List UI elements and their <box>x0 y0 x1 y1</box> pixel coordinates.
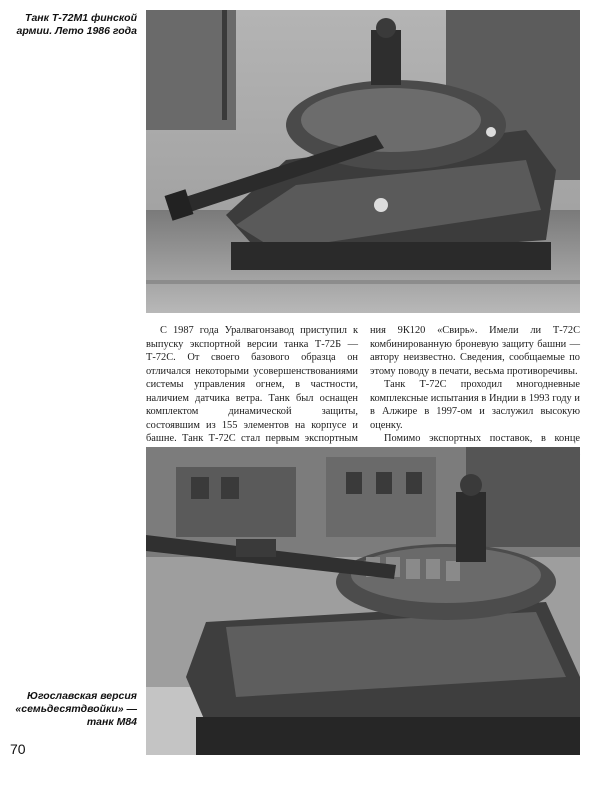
tank-photo-illustration <box>146 447 580 755</box>
photo-caption-top: Танк Т-72М1 финской армии. Лето 1986 года <box>16 12 137 37</box>
page-number: 70 <box>10 741 26 757</box>
paragraph: С 1987 года Уралвагонзавод приступил к выпуску экспортной версии танка Т-72Б — Т-72С. От своего базового образца он отличался некоторыми усовершенствованиями системы управления огнем, в частности, наличием датчика ветра. Танк был оснащен комплектом динамической защиты, состоявшим из 155 элементов на корпусе и башне. Танк Т-72С стал первым экспортным <box>146 325 358 444</box>
paragraph: ния 9К120 «Свирь». Имели ли Т-72С комбинированную броневую защиту башни — автору неизвестно. Сведения, сообщаемые по этому поводу в печати, весьма противоречивы. <box>370 325 580 377</box>
paragraph: Помимо экспортных поставок, в конце <box>384 433 580 444</box>
paragraph: Танк Т-72С проходил многодневные комплексные испытания в Индии в 1993 году и в Алжире в 1997-ом и заслужил высокую оценку. <box>370 379 580 431</box>
photo-m84-yugoslav-tank <box>146 447 580 755</box>
photo-caption-bottom: Югославская версия «семьдесятдвойки» — танк М84 <box>15 690 137 728</box>
bleed-through-text <box>148 54 264 64</box>
photo-t72m1-finnish-tank <box>146 10 580 313</box>
